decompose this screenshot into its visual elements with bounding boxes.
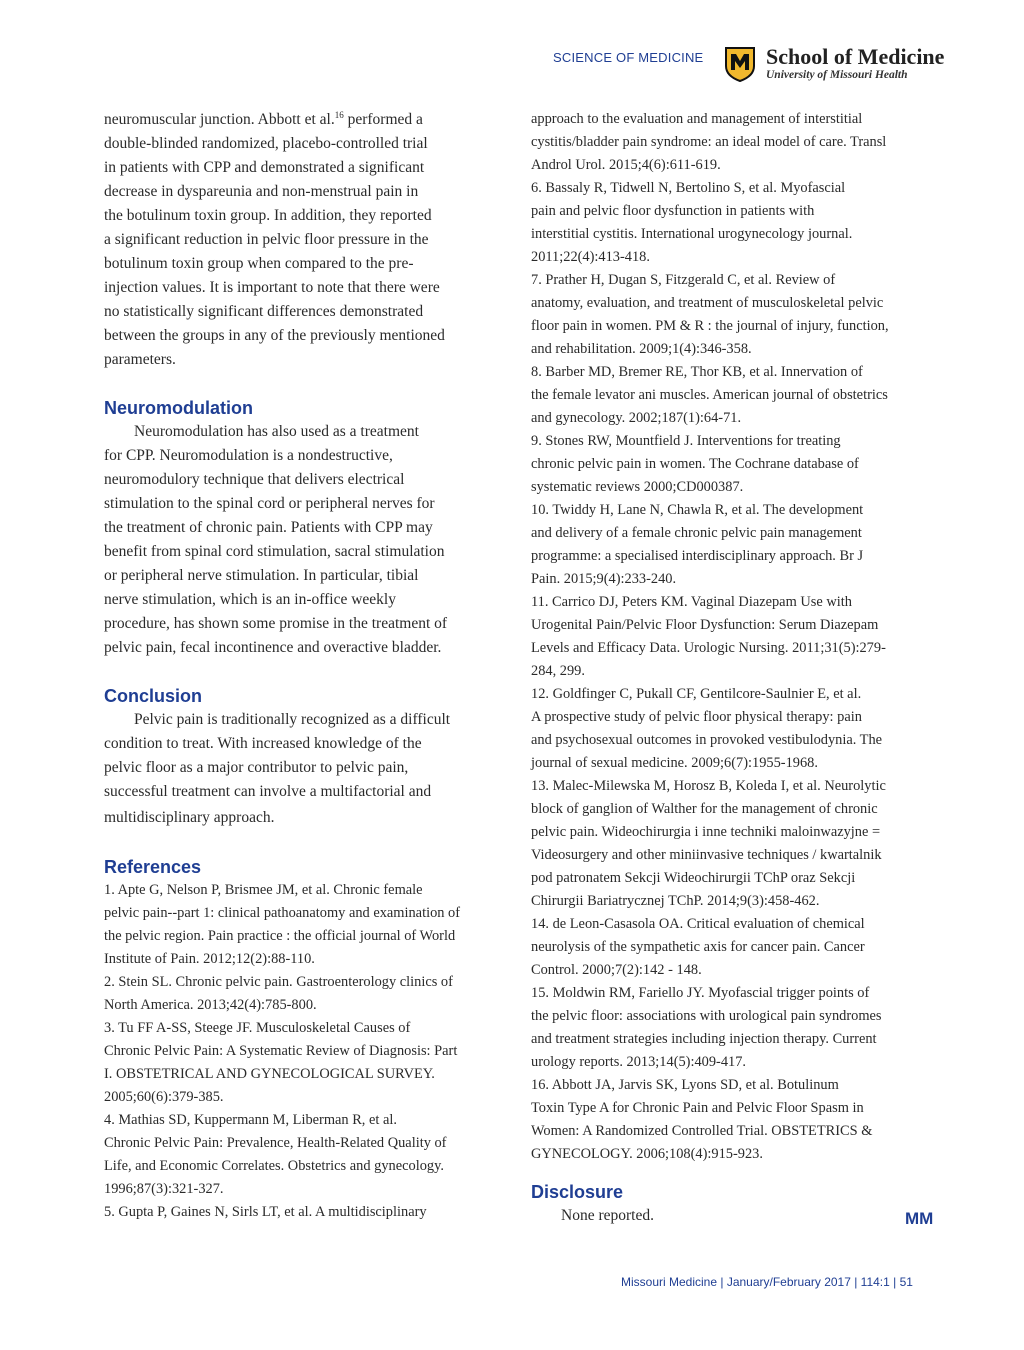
reference-line: pelvic pain--part 1: clinical pathoanatomy and examination of (104, 905, 461, 921)
reference-line: anatomy, evaluation, and treatment of musculoskeletal pelvic (531, 295, 884, 311)
reference-line: A prospective study of pelvic floor physical therapy: pain (531, 709, 862, 725)
reference-line: approach to the evaluation and management of interstitial (531, 111, 863, 127)
body-line: procedure, has shown some promise in the treatment of (104, 615, 448, 632)
logo-title: School of Medicine (766, 44, 945, 69)
body-line: or peripheral nerve stimulation. In particular, tibial (104, 567, 419, 584)
neuromodulation-heading: Neuromodulation (104, 398, 253, 418)
reference-line: Toxin Type A for Chronic Pain and Pelvic Floor Spasm in (531, 1100, 864, 1116)
intro-text-tail: performed a (343, 111, 423, 128)
reference-line: interstitial cystitis. International urogynecology journal. (531, 226, 853, 242)
reference-line: 6. Bassaly R, Tidwell N, Bertolino S, et al. Myofascial (531, 180, 846, 196)
body-line: Neuromodulation has also used as a treatment (134, 423, 419, 440)
body-line: multidisciplinary approach. (104, 809, 275, 826)
page-footer: Missouri Medicine | January/February 2017 | 114:1 | 51 (621, 1275, 913, 1289)
reference-line: pod patronatem Sekcji Wideochirurgii TChP oraz Sekcji (531, 870, 856, 886)
reference-line: and gynecology. 2002;187(1):64-71. (531, 410, 742, 426)
body-line: double-blinded randomized, placebo-controlled trial (104, 135, 428, 152)
citation-superscript: 16 (334, 109, 344, 120)
disclosure-heading: Disclosure (531, 1182, 624, 1202)
spacer (104, 660, 512, 684)
reference-line: 2005;60(6):379-385. (104, 1089, 224, 1105)
reference-line: Videosurgery and other miniinvasive techniques / kwartalnik (531, 847, 882, 863)
reference-line: journal of sexual medicine. 2009;6(7):1955-1968. (531, 755, 818, 771)
body-line (104, 108, 512, 132)
body-line: injection values. It is important to note that there were (104, 279, 440, 296)
right-column (531, 108, 943, 1228)
reference-line: 2011;22(4):413-418. (531, 249, 650, 265)
reference-line: the female levator ani muscles. American journal of obstetrics (531, 387, 888, 403)
end-mark: MM (905, 1209, 934, 1228)
reference-line: the pelvic floor: associations with urological pain syndromes (531, 1008, 882, 1024)
reference-line: 15. Moldwin RM, Fariello JY. Myofascial trigger points of (531, 985, 870, 1001)
reference-line: Urogenital Pain/Pelvic Floor Dysfunction: Serum Diazepam (531, 617, 879, 633)
reference-line: 14. de Leon-Casasola OA. Critical evaluation of chemical (531, 916, 865, 932)
spacer (104, 372, 512, 396)
reference-line: and psychosexual outcomes in provoked vestibulodynia. The (531, 732, 883, 748)
body-line: successful treatment can involve a multifactorial and (104, 783, 432, 800)
reference-line: 2. Stein SL. Chronic pelvic pain. Gastroenterology clinics of (104, 974, 453, 990)
body-line: botulinum toxin group when compared to the pre- (104, 255, 414, 272)
body-line: the treatment of chronic pain. Patients with CPP may (104, 519, 433, 536)
reference-line: Chronic Pelvic Pain: Prevalence, Health-Related Quality of (104, 1135, 447, 1151)
reference-line: 1996;87(3):321-327. (104, 1181, 224, 1197)
body-line: pelvic pain, fecal incontinence and overactive bladder. (104, 639, 442, 656)
reference-line: 284, 299. (531, 663, 585, 679)
reference-line: Pain. 2015;9(4):233-240. (531, 571, 677, 587)
body-line: benefit from spinal cord stimulation, sacral stimulation (104, 543, 445, 560)
body-line: in patients with CPP and demonstrated a significant (104, 159, 425, 176)
body-line: parameters. (104, 351, 176, 368)
body-line: no statistically significant differences demonstrated (104, 303, 424, 320)
body-line: Pelvic pain is traditionally recognized as a difficult (134, 711, 451, 728)
reference-line: 12. Goldfinger C, Pukall CF, Gentilcore-Saulnier E, et al. (531, 686, 862, 702)
body-line: stimulation to the spinal cord or peripheral nerves for (104, 495, 435, 512)
reference-line: floor pain in women. PM & R : the journal of injury, function, (531, 318, 889, 334)
reference-line: 1. Apte G, Nelson P, Brismee JM, et al. Chronic female (104, 882, 423, 898)
reference-line: and delivery of a female chronic pelvic pain management (531, 525, 862, 541)
reference-line: Chirurgii Bariatrycznej TChP. 2014;9(3):458-462. (531, 893, 820, 909)
reference-line: GYNECOLOGY. 2006;108(4):915-923. (531, 1146, 763, 1162)
reference-line: systematic reviews 2000;CD000387. (531, 479, 744, 495)
reference-line: the pelvic region. Pain practice : the official journal of World (104, 928, 456, 944)
body-line: condition to treat. With increased knowledge of the (104, 735, 422, 752)
reference-line: chronic pelvic pain in women. The Cochrane database of (531, 456, 859, 472)
reference-line: pain and pelvic floor dysfunction in patients with (531, 203, 815, 219)
logo-subtitle: University of Missouri Health (766, 69, 908, 81)
references-heading: References (104, 857, 202, 877)
reference-line: Life, and Economic Correlates. Obstetrics and gynecology. (104, 1158, 444, 1174)
reference-line: 3. Tu FF A-SS, Steege JF. Musculoskeletal Causes of (104, 1020, 411, 1036)
spacer (531, 1166, 943, 1180)
reference-line: 9. Stones RW, Mountfield J. Interventions for treating (531, 433, 841, 449)
body-line: pelvic floor as a major contributor to pelvic pain, (104, 759, 409, 776)
left-column (104, 108, 512, 1224)
reference-line: Institute of Pain. 2012;12(2):88-110. (104, 951, 315, 967)
section-label: SCIENCE OF MEDICINE (553, 50, 704, 65)
conclusion-heading: Conclusion (104, 686, 202, 706)
reference-line: programme: a specialised interdisciplinary approach. Br J (531, 548, 864, 564)
reference-line: I. OBSTETRICAL AND GYNECOLOGICAL SURVEY. (104, 1066, 435, 1082)
reference-line: cystitis/bladder pain syndrome: an ideal model of care. Transl (531, 134, 887, 150)
body-line: for CPP. Neuromodulation is a nondestructive, (104, 447, 393, 464)
reference-line: Androl Urol. 2015;4(6):611-619. (531, 157, 721, 173)
body-line: a significant reduction in pelvic floor pressure in the (104, 231, 429, 248)
reference-line: 4. Mathias SD, Kuppermann M, Liberman R, et al. (104, 1112, 397, 1128)
spacer (104, 831, 512, 855)
reference-line: block of ganglion of Walther for the management of chronic (531, 801, 878, 817)
reference-line: and rehabilitation. 2009;1(4):346-358. (531, 341, 752, 357)
body-line: the botulinum toxin group. In addition, they reported (104, 207, 432, 224)
reference-line: 13. Malec-Milewska M, Horosz B, Koleda I, et al. Neurolytic (531, 778, 886, 794)
reference-line: 8. Barber MD, Bremer RE, Thor KB, et al. Innervation of (531, 364, 863, 380)
reference-line: 7. Prather H, Dugan S, Fitzgerald C, et al. Review of (531, 272, 836, 288)
body-line: nerve stimulation, which is an in-office weekly (104, 591, 396, 608)
reference-line: Levels and Efficacy Data. Urologic Nursing. 2011;31(5):279- (531, 640, 886, 656)
reference-line: and treatment strategies including injection therapy. Current (531, 1031, 877, 1047)
reference-line: 10. Twiddy H, Lane N, Chawla R, et al. The development (531, 502, 864, 518)
reference-line: 11. Carrico DJ, Peters KM. Vaginal Diazepam Use with (531, 594, 852, 610)
intro-text: neuromuscular junction. Abbott et al. (104, 111, 335, 128)
body-line: between the groups in any of the previously mentioned (104, 327, 445, 344)
reference-line: 5. Gupta P, Gaines N, Sirls LT, et al. A multidisciplinary (104, 1204, 427, 1220)
body-line: decrease in dyspareunia and non-menstrual pain in (104, 183, 419, 200)
mizzou-logo-icon (724, 46, 756, 82)
reference-line: Chronic Pelvic Pain: A Systematic Review of Diagnosis: Part (104, 1043, 458, 1059)
reference-line: 16. Abbott JA, Jarvis SK, Lyons SD, et al. Botulinum (531, 1077, 839, 1093)
reference-line: pelvic pain. Wideochirurgia i inne techniki maloinwazyjne = (531, 824, 881, 840)
body-line: neuromodulory technique that delivers electrical (104, 471, 405, 488)
reference-line: urology reports. 2013;14(5):409-417. (531, 1054, 747, 1070)
reference-line: North America. 2013;42(4):785-800. (104, 997, 317, 1013)
reference-line: neurolysis of the sympathetic axis for cancer pain. Cancer (531, 939, 865, 955)
school-logo-text (766, 45, 944, 82)
reference-line: Control. 2000;7(2):142 - 148. (531, 962, 702, 978)
disclosure-text: None reported. (561, 1207, 654, 1224)
reference-line: Women: A Randomized Controlled Trial. OBSTETRICS & (531, 1123, 873, 1139)
